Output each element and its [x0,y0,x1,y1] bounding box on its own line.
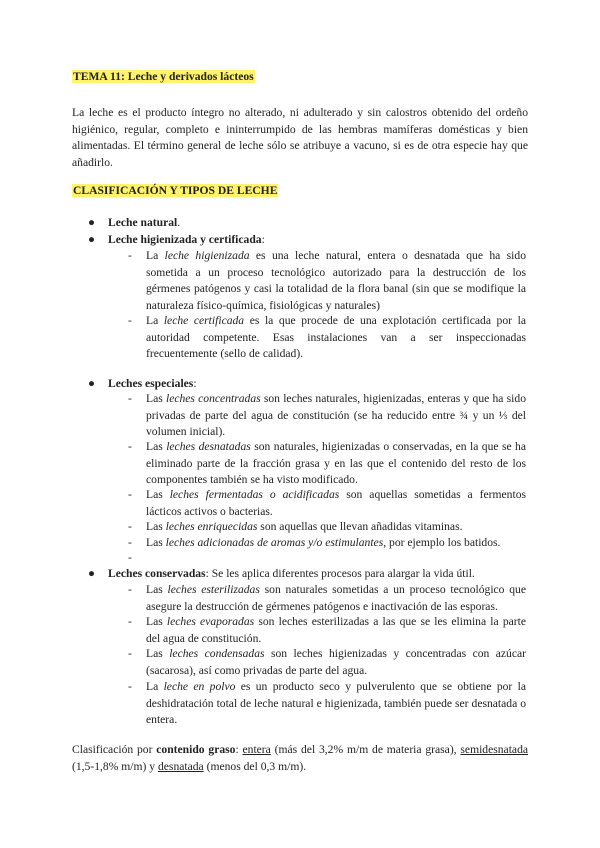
term: leches concentradas [165,392,261,405]
list-item-leche-certificada: - La leche certificada es la que procede de una explotación certificada por la autoridad competente. Esas instalaciones van a ser inspeccionadas frecuentemente (sello de calidad). [128,314,526,361]
list-item-leches-evaporadas: - Las leches evaporadas son leches esterilizadas a las que se les elimina la parte del agua de constitución. [128,615,527,645]
bullet-label: Leche higienizada y certificada [108,233,262,246]
dash-icon: - [128,551,132,564]
dash-icon: - [128,615,132,628]
term: leches adicionadas de aromas y/o estimulantes [165,536,384,549]
list-item-leches-condensadas: - Las leches condensadas son leches higienizadas y concentradas con azúcar (sacarosa), así como privadas de parte del agua. [128,647,527,677]
term: leches condensadas [169,647,265,660]
list-item-leches-esterilizadas: - Las leches esterilizadas son naturales sometidas a un proceso tecnológico que asegure la destrucción de gérmenes patógenos e inactivación de las esporas. [128,583,526,613]
term: leches evaporadas [166,615,255,628]
list-item-leche-en-polvo: - La leche en polvo es un producto seco y pulverulento que se obtiene por la deshidratación total de leche natural e higienizada, también puede ser desnatada o entera. [128,680,526,727]
term: leche higienizada [164,249,250,262]
bullet-dot-icon: ● [88,377,96,390]
list-item-leches-fermentadas: - Las leches fermentadas o acidificadas son aquellas sometidas a fermentos lácticos activos o bacterias. [128,488,526,518]
doc-title-row [72,69,255,86]
entera-label: entera [242,743,271,756]
dash-icon: - [128,314,132,327]
term: leches enriquecidas [165,520,258,533]
document-page: TEMA 11: Leche y derivados lácteos La leche es el producto íntegro no alterado, ni adulterado y sin calostros obtenido del ordeño higiénico, regular, completo e ininterrumpido de las hembras mamíferas domésticas y bien alimentadas. El término general de leche sólo se atribuye a vacuno, si es de otra especie hay que añadirlo. CLASIFICACIÓN Y TIPOS DE LECHE ● Leche natural. ● Leche higienizada y certificada: - La leche higienizada es una leche natural, entera o desnatada que ha sido sometida a un proceso tecnológico autorizado para la destrucción de los gérmenes patógenos y casi la totalidad de la flora banal (sin que se modifique la naturaleza físico-química, fisiológicas y naturales) - La leche certificada es la que procede de una explotación certificada por la autoridad competente. Esas instalaciones van a ser inspeccionadas frecuentemente (sello de calidad). ● Leches especiales: - Las leches concentradas son leches naturales, higienizadas, enteras y que ha sido privadas de parte del agua de constitución (se ha reducido entre ¾ y un ⅓ del volumen inicial). - Las leches desnatadas son naturales, higienizadas o conservadas, en la que se ha eliminado parte de la fracción grasa y en las que el contenido del resto de los componentes también se ha visto modificado. - Las leches fermentadas o acidificadas son aquellas sometidas a fermentos lácticos activos o bacterias. - Las leches enriquecidas son aquellas que llevan añadidas vitaminas. - Las leches adicionadas de aromas y/o estimulantes, por ejemplo los batidos. - ● Leches conservadas: Se les aplica diferentes procesos para alargar la vida útil. - Las leches esterilizadas son naturales sometidas a un proceso tecnológico que asegure la destrucción de gérmenes patógenos e inactivación de las esporas. - Las leches evaporadas son leches esterilizadas a las que se les elimina la parte del agua de constitución. - Las leches condensadas son leches higienizadas y concentradas con azúcar (sacarosa), así como privadas de parte del agua. - La leche en polvo es un producto seco y pulverulento que se obtiene por la deshidratación total de leche natural e higienizada, también puede ser desnatada o entera. Clasificación por contenido graso: entera (más del 3,2% m/m de materia grasa), semidesnatada (1,5-1,8% m/m) y desnatada (menos del 0,3 m/m). [0,0,600,848]
dash-icon: - [128,680,132,693]
dash-icon: - [128,440,132,453]
bullet-dot-icon: ● [88,216,96,229]
list-item-leches-desnatadas: - Las leches desnatadas son naturales, higienizadas o conservadas, en la que se ha eliminado parte de la fracción grasa y en las que el contenido del resto de los componentes también se ha visto modificado. [128,440,527,487]
term: leche en polvo [163,680,236,693]
dash-icon: - [128,647,132,660]
dash-icon: - [128,392,132,405]
term: leches esterilizadas [167,583,260,596]
bullet-dot-icon: ● [88,567,96,580]
semidesnatada-label: semidesnatada [460,743,529,756]
bullet-label: Leches especiales [108,377,194,390]
desnatada-label: desnatada [157,759,204,773]
list-item-leches-aromas: - Las leches adicionadas de aromas y/o estimulantes, por ejemplo los batidos. [130,535,526,552]
dash-icon: - [128,536,132,549]
list-item-leche-higienizada: - La leche higienizada es una leche natural, entera o desnatada que ha sido sometida a un proceso tecnológico autorizado para la destrucción de los gérmenes patógenos y casi la totalidad de la flora banal (sin que se modifique la naturaleza físico-química, fisiológicas y naturales) [128,249,526,312]
bullet-label: Leche natural [108,216,178,229]
bullet-label: Leches conservadas [108,567,206,580]
dash-icon: - [128,583,132,596]
intro-paragraph: La leche es el producto íntegro no alterado, ni adulterado y sin calostros obtenido del ordeño higiénico, regular, completo e ininterrumpido de las hembras mamíferas domésticas y bien alimentadas. El término general de leche sólo se atribuye a vacuno, si es de otra especie hay que añadirlo. [72,106,528,169]
section-heading-row [72,183,278,200]
dash-icon: - [128,520,132,533]
term: leches desnatadas [166,440,251,453]
list-item-leches-concentradas: - Las leches concentradas son leches naturales, higienizadas, enteras y que ha sido privadas de parte del agua de constitución (se ha reducido entre ¾ y un ⅓ del volumen inicial). [128,392,526,439]
fat-content-label: contenido graso [156,743,236,756]
section-heading: CLASIFICACIÓN Y TIPOS DE LECHE [73,184,278,197]
bullet-dot-icon: ● [88,233,96,246]
term: leche certificada [163,314,245,327]
list-item-leches-enriquecidas: - Las leches enriquecidas son aquellas que llevan añadidas vitaminas. [130,519,526,536]
doc-title: TEMA 11: Leche y derivados lácteos [73,70,254,83]
dash-icon: - [128,249,132,262]
term: leches fermentadas o acidificadas [169,488,340,501]
dash-icon: - [128,488,132,501]
fat-content-paragraph: Clasificación por contenido graso: entera (más del 3,2% m/m de materia grasa), semidesnatada (1,5-1,8% m/m) y desnatada (menos del 0,3 m/m). [72,743,529,773]
